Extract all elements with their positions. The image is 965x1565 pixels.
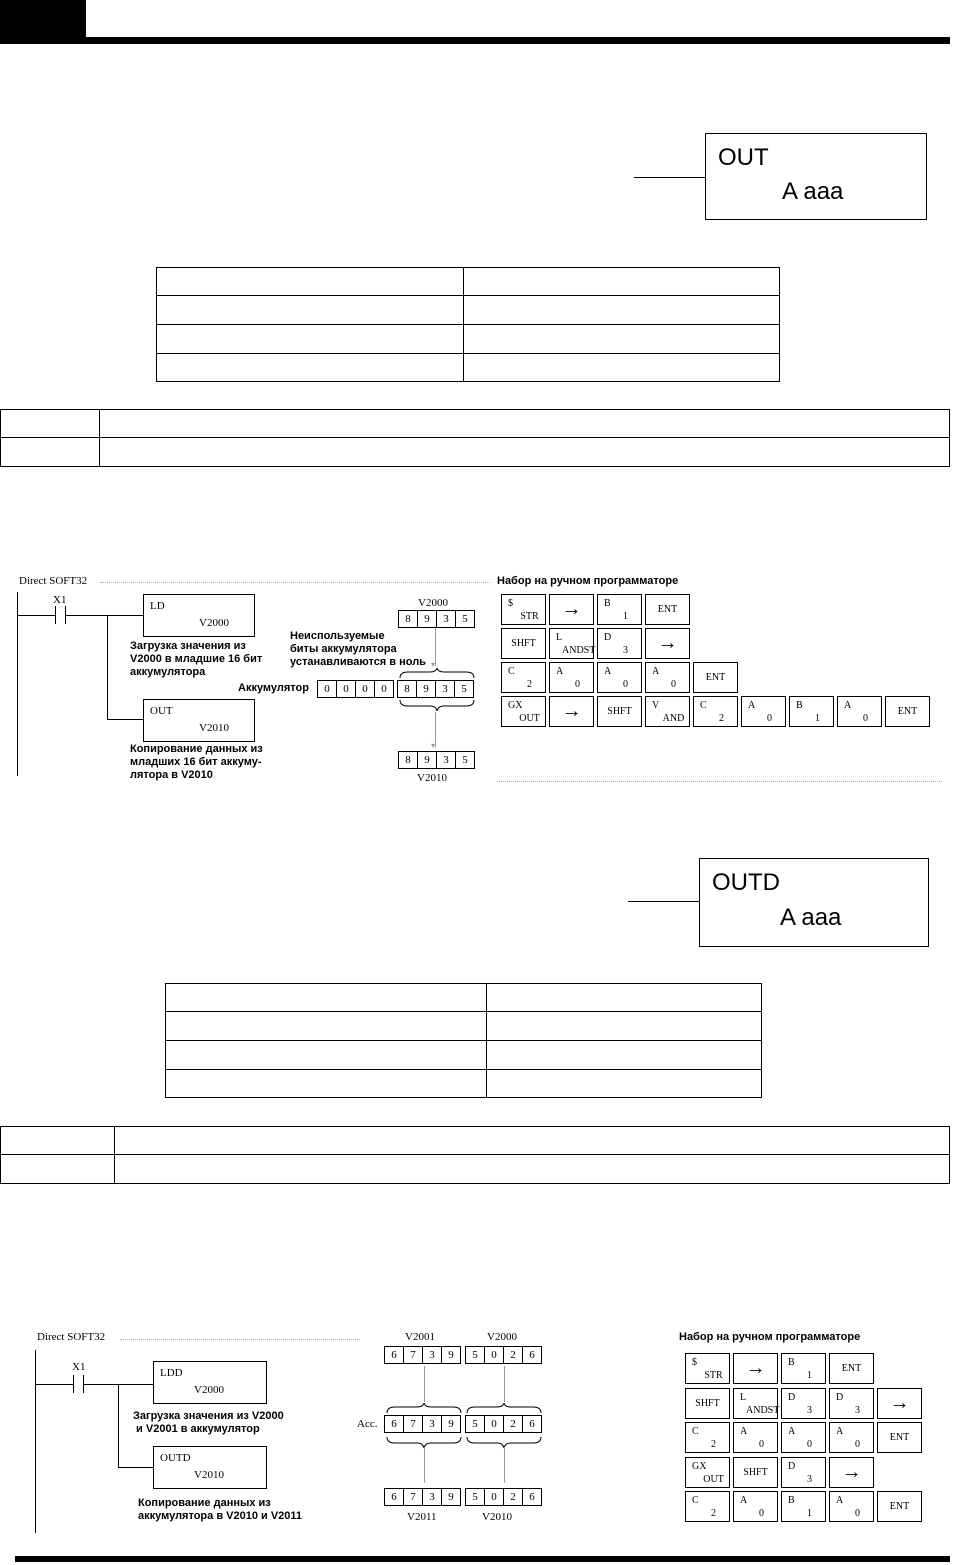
instruction-mnemonic: OUT xyxy=(718,144,769,171)
key-c[interactable] xyxy=(693,696,738,727)
key-bottom-label: 1 xyxy=(815,713,820,724)
key-bottom-label: 0 xyxy=(807,1439,812,1450)
key-top-label: A xyxy=(788,1426,796,1437)
register-digit: 7 xyxy=(403,1346,423,1364)
register-digit: 6 xyxy=(522,1415,542,1433)
arrow-right-icon: → xyxy=(889,1391,910,1414)
down-arrow-icon: ▾ xyxy=(431,741,436,750)
key-top-label: A xyxy=(748,700,756,711)
key-c[interactable] xyxy=(685,1491,730,1522)
unused-bits-note: Неиспользуемые биты аккумулятора устанавливаются в ноль xyxy=(290,630,426,668)
register-digit: 3 xyxy=(436,610,456,628)
key-ent[interactable] xyxy=(693,662,738,693)
key-shft[interactable] xyxy=(501,628,546,659)
key-[interactable] xyxy=(685,1353,730,1384)
arrow-right-icon: → xyxy=(745,1357,766,1379)
key-bottom-label: 3 xyxy=(623,645,628,656)
arrow-line xyxy=(435,712,436,748)
discrete-table xyxy=(0,1126,950,1184)
key-a[interactable] xyxy=(645,662,690,693)
header-rule xyxy=(0,37,950,44)
acc-label: Acc. xyxy=(357,1418,378,1430)
footer-rule xyxy=(15,1556,950,1562)
v2010-label: V2010 xyxy=(482,1511,512,1523)
key-top-label: A xyxy=(740,1495,748,1506)
key-top-label: D xyxy=(836,1391,844,1403)
down-arrow-icon: ▾ xyxy=(431,660,436,669)
contact-label: X1 xyxy=(53,594,67,606)
register-digit: 9 xyxy=(417,751,437,769)
key-a[interactable] xyxy=(837,696,882,727)
key-label: ENT xyxy=(889,1432,910,1443)
key-label: ENT xyxy=(889,1501,910,1512)
key-top-label: GX xyxy=(508,700,523,711)
v2011-label: V2011 xyxy=(407,1511,437,1523)
key-bottom-label: STR xyxy=(520,611,539,622)
arrow-right-icon: → xyxy=(841,1460,862,1483)
register-digit: 6 xyxy=(522,1488,542,1506)
key-bottom-label: 3 xyxy=(855,1404,860,1416)
dotted-rule xyxy=(497,781,942,782)
key-bottom-label: 2 xyxy=(711,1439,716,1450)
key-bottom-label: OUT xyxy=(519,713,540,724)
keypad-title: Набор на ручном программаторе xyxy=(497,575,679,587)
key-ent[interactable] xyxy=(885,696,930,727)
power-rail xyxy=(35,1350,36,1533)
register-digit: 3 xyxy=(436,751,456,769)
key-bottom-label: 0 xyxy=(623,679,628,690)
key-a[interactable] xyxy=(733,1491,778,1522)
ldd-mnemonic: LDD xyxy=(160,1367,183,1379)
out-mnemonic: OUT xyxy=(150,705,173,717)
key-bottom-label: 0 xyxy=(855,1508,860,1519)
register-digit: 0 xyxy=(484,1346,504,1364)
out-box xyxy=(143,699,255,742)
contact-left xyxy=(55,606,56,624)
key-l[interactable] xyxy=(549,628,594,659)
register-digit: 9 xyxy=(441,1488,461,1506)
arrow-key[interactable] xyxy=(549,594,594,625)
register-digit: 6 xyxy=(384,1346,404,1364)
key-a[interactable] xyxy=(549,662,594,693)
key-a[interactable] xyxy=(829,1422,874,1453)
key-label: SHFT xyxy=(743,1466,768,1478)
branch-wire xyxy=(118,1384,119,1467)
register-digit: 0 xyxy=(484,1415,504,1433)
key-bottom-label: 0 xyxy=(759,1508,764,1519)
instruction-lead-line xyxy=(634,177,706,178)
register-digit: 5 xyxy=(455,610,475,628)
instruction-lead-line xyxy=(628,901,700,902)
key-top-label: L xyxy=(556,632,563,643)
ldd-box xyxy=(153,1361,267,1404)
key-a[interactable] xyxy=(829,1491,874,1522)
key-top-label: C xyxy=(508,666,515,677)
key-ent[interactable] xyxy=(877,1422,922,1453)
v2000-label: V2000 xyxy=(487,1331,517,1343)
key-d[interactable] xyxy=(829,1388,874,1419)
brace-icon xyxy=(398,668,476,712)
register-digit: 5 xyxy=(465,1488,485,1506)
key-top-label: C xyxy=(692,1495,699,1506)
arrow-key[interactable] xyxy=(733,1353,778,1384)
arrow-line xyxy=(504,1447,505,1483)
register-digit: 9 xyxy=(441,1346,461,1364)
register-digit: 3 xyxy=(422,1488,442,1506)
key-b[interactable] xyxy=(789,696,834,727)
instruction-operand: A aaa xyxy=(782,178,844,205)
v2010-label: V2010 xyxy=(417,772,447,784)
key-d[interactable] xyxy=(781,1388,826,1419)
key-[interactable] xyxy=(501,594,546,625)
key-bottom-label: 0 xyxy=(855,1439,860,1450)
register-digit: 0 xyxy=(374,680,394,698)
instruction-mnemonic: OUTD xyxy=(712,869,780,896)
key-shft[interactable] xyxy=(733,1457,778,1488)
outd-operand: V2010 xyxy=(194,1469,224,1481)
key-label: ENT xyxy=(897,706,918,717)
software-label: Direct SOFT32 xyxy=(19,575,88,587)
key-bottom-label: 3 xyxy=(807,1473,812,1485)
register-digit: 0 xyxy=(336,680,356,698)
discrete-table xyxy=(0,409,950,467)
register-digit: 2 xyxy=(503,1415,523,1433)
ldd-operand: V2000 xyxy=(194,1384,224,1396)
key-top-label: A xyxy=(604,666,612,677)
key-bottom-label: STR xyxy=(704,1370,723,1381)
key-top-label: A xyxy=(652,666,660,677)
arrow-key[interactable] xyxy=(829,1457,874,1488)
key-top-label: D xyxy=(788,1391,796,1403)
keypad-title: Набор на ручном программаторе xyxy=(679,1331,861,1343)
key-top-label: $ xyxy=(508,598,513,609)
key-top-label: A xyxy=(740,1426,748,1437)
ld-mnemonic: LD xyxy=(150,600,165,612)
key-bottom-label: 3 xyxy=(807,1404,812,1416)
key-bottom-label: ANDST xyxy=(746,1404,780,1416)
key-bottom-label: OUT xyxy=(703,1473,724,1485)
key-bottom-label: 0 xyxy=(863,713,868,724)
key-label: ENT xyxy=(657,604,678,615)
key-gx[interactable] xyxy=(685,1457,730,1488)
key-v[interactable] xyxy=(645,696,690,727)
key-label: SHFT xyxy=(511,638,536,649)
key-top-label: C xyxy=(692,1426,699,1437)
key-top-label: D xyxy=(604,632,612,643)
key-top-label: B xyxy=(788,1495,795,1506)
key-shft[interactable] xyxy=(597,696,642,727)
register-digit: 6 xyxy=(522,1346,542,1364)
v2000-label: V2000 xyxy=(418,597,448,609)
key-top-label: $ xyxy=(692,1357,697,1368)
dotted-rule xyxy=(100,582,490,583)
key-label: ENT xyxy=(841,1363,862,1374)
key-d[interactable] xyxy=(597,628,642,659)
register-digit: 0 xyxy=(355,680,375,698)
key-bottom-label: 1 xyxy=(807,1370,812,1381)
ldd-comment: Загрузка значения из V2000 и V2001 в аккумулятор xyxy=(133,1410,284,1435)
key-gx[interactable] xyxy=(501,696,546,727)
key-bottom-label: ANDST xyxy=(562,645,596,656)
key-b[interactable] xyxy=(781,1353,826,1384)
key-top-label: A xyxy=(836,1426,844,1437)
register-digit: 2 xyxy=(503,1346,523,1364)
v2001-label: V2001 xyxy=(405,1331,435,1343)
register-digit: 8 xyxy=(398,610,418,628)
key-bottom-label: 0 xyxy=(767,713,772,724)
key-shft[interactable] xyxy=(685,1388,730,1419)
key-a[interactable] xyxy=(741,696,786,727)
key-a[interactable] xyxy=(781,1422,826,1453)
key-top-label: L xyxy=(740,1391,747,1403)
arrow-line xyxy=(424,1447,425,1483)
key-top-label: A xyxy=(836,1495,844,1506)
register-digit: 7 xyxy=(403,1488,423,1506)
out-operand: V2010 xyxy=(199,722,229,734)
key-ent[interactable] xyxy=(645,594,690,625)
ld-box xyxy=(143,594,255,637)
key-label: SHFT xyxy=(607,706,632,717)
ld-comment: Загрузка значения из V2000 в младшие 16 бит аккумулятора xyxy=(130,640,263,678)
rung-wire xyxy=(35,1384,73,1385)
key-l[interactable] xyxy=(733,1388,778,1419)
key-bottom-label: 1 xyxy=(623,611,628,622)
key-c[interactable] xyxy=(685,1422,730,1453)
key-bottom-label: 2 xyxy=(711,1508,716,1519)
key-a[interactable] xyxy=(733,1422,778,1453)
key-top-label: C xyxy=(700,700,707,711)
key-top-label: D xyxy=(788,1460,796,1472)
branch-wire xyxy=(107,719,143,720)
key-bottom-label: 0 xyxy=(759,1439,764,1450)
arrow-right-icon: → xyxy=(561,700,582,722)
contact-label: X1 xyxy=(72,1361,86,1373)
register-digit: 6 xyxy=(384,1488,404,1506)
key-bottom-label: 0 xyxy=(671,679,676,690)
arrow-line xyxy=(424,1366,425,1402)
out-comment: Копирование данных из младших 16 бит аккуму- лятора в V2010 xyxy=(130,743,263,781)
outd-box xyxy=(153,1446,267,1489)
key-bottom-label: AND xyxy=(662,713,685,724)
key-c[interactable] xyxy=(501,662,546,693)
key-bottom-label: 1 xyxy=(807,1508,812,1519)
outd-mnemonic: OUTD xyxy=(160,1452,191,1464)
contact-left xyxy=(73,1375,74,1393)
key-top-label: V xyxy=(652,700,660,711)
key-top-label: GX xyxy=(692,1460,707,1472)
software-label: Direct SOFT32 xyxy=(37,1331,106,1343)
register-digit: 2 xyxy=(503,1488,523,1506)
register-digit: 3 xyxy=(422,1346,442,1364)
arrow-right-icon: → xyxy=(561,598,582,620)
accumulator-label: Аккумулятор xyxy=(238,682,309,694)
key-top-label: B xyxy=(604,598,611,609)
operand-table xyxy=(165,983,762,1098)
rung-wire xyxy=(17,615,55,616)
key-bottom-label: 2 xyxy=(527,679,532,690)
key-label: SHFT xyxy=(695,1397,720,1409)
key-d[interactable] xyxy=(781,1457,826,1488)
register-digit: 0 xyxy=(317,680,337,698)
header-tab xyxy=(0,0,86,37)
outd-comment: Копирование данных из аккумулятора в V2010 и V2011 xyxy=(138,1497,303,1522)
key-b[interactable] xyxy=(781,1491,826,1522)
arrow-line xyxy=(504,1366,505,1402)
key-label: ENT xyxy=(705,672,726,683)
key-ent[interactable] xyxy=(877,1491,922,1522)
power-rail xyxy=(17,592,18,776)
register-digit: 8 xyxy=(397,680,417,698)
branch-wire xyxy=(118,1467,153,1468)
register-digit: 7 xyxy=(403,1415,423,1433)
arrow-key[interactable] xyxy=(877,1388,922,1419)
register-digit: 9 xyxy=(417,610,437,628)
ld-operand: V2000 xyxy=(199,617,229,629)
key-top-label: A xyxy=(844,700,852,711)
branch-wire xyxy=(107,615,108,719)
register-digit: 3 xyxy=(422,1415,442,1433)
register-digit: 5 xyxy=(465,1346,485,1364)
register-digit: 5 xyxy=(454,680,474,698)
arrow-right-icon: → xyxy=(657,632,678,654)
key-bottom-label: 2 xyxy=(719,713,724,724)
key-bottom-label: 0 xyxy=(575,679,580,690)
register-digit: 8 xyxy=(398,751,418,769)
instruction-operand: A aaa xyxy=(780,904,842,931)
dotted-rule xyxy=(120,1339,360,1340)
key-b[interactable] xyxy=(597,594,642,625)
key-a[interactable] xyxy=(597,662,642,693)
register-digit: 9 xyxy=(441,1415,461,1433)
outd-instruction-box xyxy=(699,858,929,947)
key-top-label: B xyxy=(796,700,803,711)
arrow-line xyxy=(435,628,436,666)
register-digit: 5 xyxy=(455,751,475,769)
arrow-key[interactable] xyxy=(549,696,594,727)
key-ent[interactable] xyxy=(829,1353,874,1384)
register-digit: 5 xyxy=(465,1415,485,1433)
key-top-label: A xyxy=(556,666,564,677)
register-digit: 3 xyxy=(435,680,455,698)
operand-table xyxy=(156,267,780,382)
register-digit: 6 xyxy=(384,1415,404,1433)
arrow-key[interactable] xyxy=(645,628,690,659)
rung-wire xyxy=(65,615,143,616)
register-digit: 0 xyxy=(484,1488,504,1506)
out-instruction-box xyxy=(705,133,927,220)
key-top-label: B xyxy=(788,1357,795,1368)
register-digit: 9 xyxy=(416,680,436,698)
